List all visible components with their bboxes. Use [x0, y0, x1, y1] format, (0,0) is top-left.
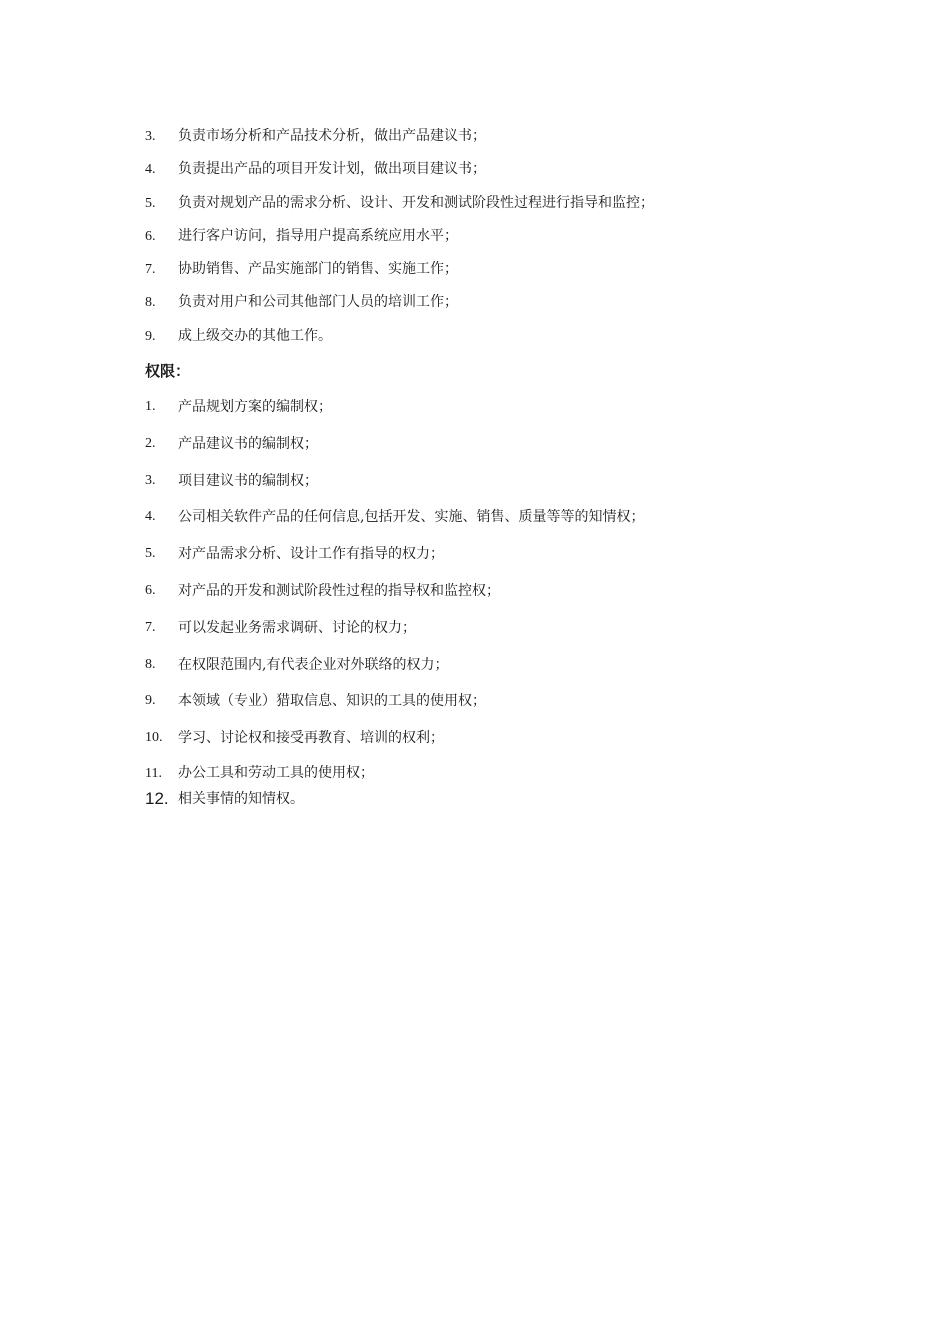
item-number: 8.	[145, 656, 156, 672]
item-text: 负责对用户和公司其他部门人员的培训工作；	[178, 294, 458, 311]
item-number: 9.	[145, 693, 156, 709]
item-number: 4.	[145, 162, 156, 178]
item-number: 5.	[145, 546, 156, 562]
duties-list	[145, 120, 654, 353]
item-text: 本领域（专业）猎取信息、知识的工具的使用权；	[178, 693, 486, 710]
item-number: 10.	[145, 730, 163, 746]
item-text: 负责提出产品的项目开发计划，做出项目建议书；	[178, 161, 486, 178]
item-text: 对产品需求分析、设计工作有指导的权力；	[178, 546, 444, 563]
list-item	[145, 647, 644, 684]
item-text: 产品建议书的编制权；	[178, 435, 318, 452]
list-item	[145, 426, 644, 463]
item-text: 公司相关软件产品的任何信息,包括开发、实施、销售、质量等等的知情权；	[178, 509, 645, 526]
list-item	[145, 320, 654, 353]
list-item	[145, 463, 644, 500]
item-number: 6.	[145, 228, 156, 244]
item-text: 在权限范围内,有代表企业对外联络的权力；	[178, 656, 449, 673]
list-item	[145, 253, 654, 286]
item-number: 6.	[145, 582, 156, 598]
item-text: 对产品的开发和测试阶段性过程的指导权和监控权；	[178, 582, 500, 599]
item-number: 7.	[145, 262, 156, 278]
list-item	[145, 187, 654, 220]
rights-list	[145, 389, 644, 810]
item-number: 9.	[145, 328, 156, 344]
item-text: 相关事情的知情权。	[178, 790, 304, 807]
item-number: 4.	[145, 509, 156, 525]
item-text: 进行客户访问，指导用户提高系统应用水平；	[178, 227, 458, 244]
item-text: 产品规划方案的编制权；	[178, 399, 332, 415]
item-number: 7.	[145, 619, 156, 635]
item-number: 11.	[145, 765, 162, 781]
item-text: 学习、讨论权和接受再教育、培训的权利；	[178, 730, 444, 747]
list-item	[145, 389, 644, 426]
list-item	[145, 286, 654, 319]
list-item	[145, 499, 644, 536]
item-number: 5.	[145, 195, 156, 211]
item-text: 成上级交办的其他工作。	[178, 327, 332, 344]
item-text: 协助销售、产品实施部门的销售、实施工作；	[178, 261, 458, 278]
list-item	[145, 720, 644, 757]
item-number: 12.	[145, 788, 169, 808]
item-number: 8.	[145, 295, 156, 311]
list-item	[145, 153, 654, 186]
list-item	[145, 757, 644, 788]
item-text: 负责对规划产品的需求分析、设计、开发和测试阶段性过程进行指导和监控；	[178, 194, 654, 211]
item-text: 负责市场分析和产品技术分析，做出产品建议书；	[178, 128, 486, 144]
list-item	[145, 120, 654, 153]
list-item	[145, 788, 644, 810]
list-item	[145, 573, 644, 610]
item-text: 办公工具和劳动工具的使用权；	[178, 764, 374, 781]
item-number: 1.	[145, 399, 156, 414]
list-item	[145, 536, 644, 573]
list-item	[145, 610, 644, 647]
item-text: 项目建议书的编制权；	[178, 472, 318, 489]
list-item	[145, 683, 644, 720]
item-number: 3.	[145, 472, 156, 488]
item-text: 可以发起业务需求调研、讨论的权力；	[178, 619, 416, 636]
item-number: 2.	[145, 435, 156, 451]
rights-heading: 权限：	[145, 362, 191, 380]
list-item	[145, 220, 654, 253]
item-number: 3.	[145, 129, 156, 144]
